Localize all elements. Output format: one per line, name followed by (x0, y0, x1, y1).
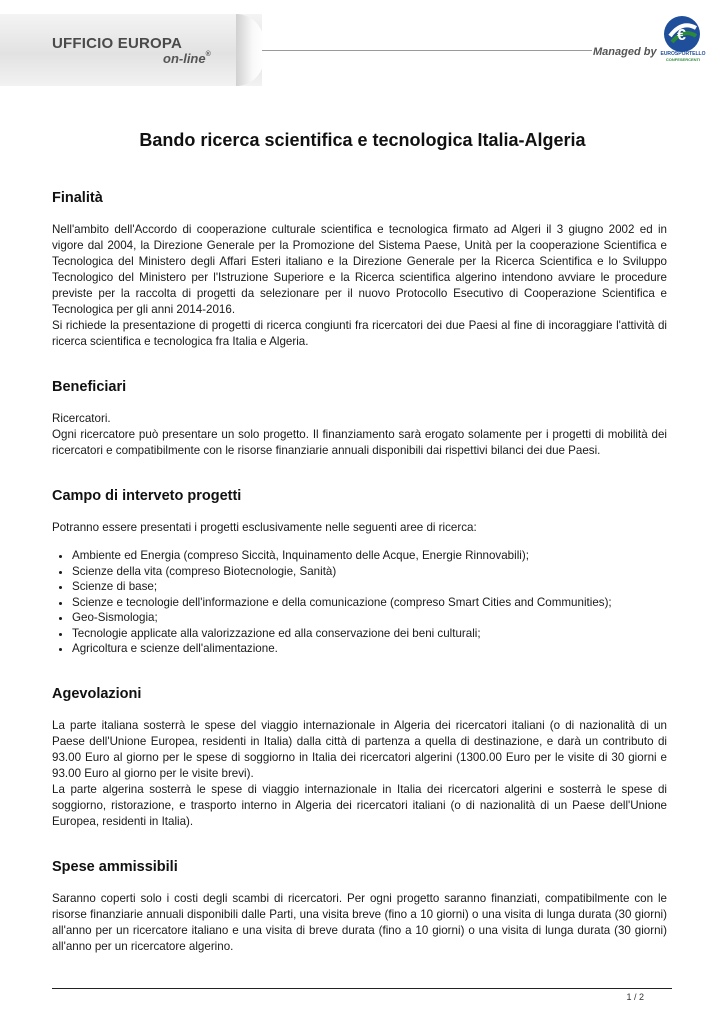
section-heading: Campo di interveto progetti (52, 488, 242, 504)
section-heading: Beneficiari (52, 379, 127, 395)
online-logo-text: on-line® (163, 51, 211, 66)
header-rule (262, 50, 592, 51)
section-campo (52, 488, 667, 657)
list-item: • Geo-Sismologia; (72, 610, 667, 626)
section-agevolazioni (52, 686, 667, 830)
paragraph: Potranno essere presentati i progetti esclusivamente nelle seguenti aree di ricerca: (52, 521, 477, 534)
svg-text:€: € (677, 27, 686, 44)
eurosportello-logo-text: EUROSPORTELLO CONFESERCENTI (660, 51, 706, 62)
section-spese (52, 859, 667, 955)
paragraph: La parte algerina sosterrà le spese di viaggio internazionale in Italia dei ricercatori algerini e sosterrà le spese di soggiorno, ristorazione, e trasporto interno in Algeria dei ricercatori italiani (o di nazionalità di un Paese dell'Unione Europea, residenti in Italia). (52, 782, 667, 828)
list-item: • Tecnologie applicate alla valorizzazione ed alla conservazione dei beni culturali; (72, 626, 667, 642)
list-item: • Scienze di base; (72, 579, 667, 595)
ufficio-europa-logo: UFFICIO EUROPA (52, 35, 183, 52)
list-item: • Agricoltura e scienze dell'alimentazione. (72, 641, 667, 657)
managed-by-label: Managed by (593, 46, 657, 58)
list-item: • Ambiente ed Energia (compreso Siccità, Inquinamento delle Acque, Energie Rinnovabili); (72, 548, 667, 564)
paragraph: Ricercatori. (52, 412, 111, 425)
section-heading: Finalità (52, 190, 103, 206)
list-item: • Scienze della vita (compreso Biotecnologie, Sanità) (72, 564, 667, 580)
page-title: Bando ricerca scientifica e tecnologica Italia-Algeria (139, 130, 586, 150)
paragraph: Nell'ambito dell'Accordo di cooperazione culturale scientifica e tecnologica firmato ad Algeri il 3 giugno 2002 ed in vigore dal 2004, la Direzione Generale per la Promozione del Sistema Paese, Unità per la cooperazione Scientifica e Tecnologica del Ministero degli Affari Esteri italiano e la Direzione Generale per la Ricerca Scientifica e lo Sviluppo Tecnologico del Ministero per l'Istruzione Superiore e la Ricerca scientifica algerino intendono avviare le procedure previste per la raccolta di progetti da selezionare per il nuovo Protocollo Esecutivo di Cooperazione Scientifica e Tecnologica per gli anni 2014-2016. (52, 223, 667, 316)
document-body (52, 190, 667, 984)
section-beneficiari (52, 379, 667, 459)
paragraph: Ogni ricercatore può presentare un solo progetto. Il finanziamento sarà erogato solamente per i progetti di mobilità dei ricercatori e compatibilmente con le risorse finanziarie annuali disponibili dai rispettivi bilanci dei due Paesi. (52, 428, 667, 457)
section-heading: Spese ammissibili (52, 858, 178, 875)
page-header (0, 0, 725, 90)
footer-rule (52, 988, 672, 989)
paragraph: La parte italiana sosterrà le spese del viaggio internazionale in Algeria dei ricercatori italiani (o di nazionalità di un Paese dell'Unione Europea, residenti in Italia) dalla città di partenza a quella di destinazione, e darà un contributo di 93.00 Euro al giorno per le spese di soggiorno in Italia dei ricercatori algerini (1300.00 Euro per le visite di 30 giorni e 93.00 Euro al giorno per le visite brevi). (52, 718, 667, 780)
research-areas-list (52, 548, 667, 657)
paragraph: Si richiede la presentazione di progetti di ricerca congiunti fra ricercatori dei due Paesi al fine di incoraggiare l'attività di ricerca scientifica e tecnologica fra Italia e Algeria. (52, 319, 667, 348)
eurosportello-logo-icon (662, 14, 702, 54)
paragraph: Saranno coperti solo i costi degli scambi di ricercatori. Per ogni progetto saranno finanziati, compatibilmente con le risorse finanziarie annuali disponibili dalle Parti, una visita breve (fino a 10 giorni) o una visita di lunga durata (30 giorni) all'anno per un ricercatore italiano e una visita di breve durata (fino a 10 giorni) o una visita di lunga durata (30 giorni) all'anno per un ricercatore algerino. (52, 891, 667, 953)
list-item: • Scienze e tecnologie dell'informazione e della comunicazione (compreso Smart Cities and Communities); (72, 595, 667, 611)
page-number: 1 / 2 (626, 992, 644, 1002)
section-heading: Agevolazioni (52, 685, 142, 702)
section-finalita (52, 190, 667, 350)
